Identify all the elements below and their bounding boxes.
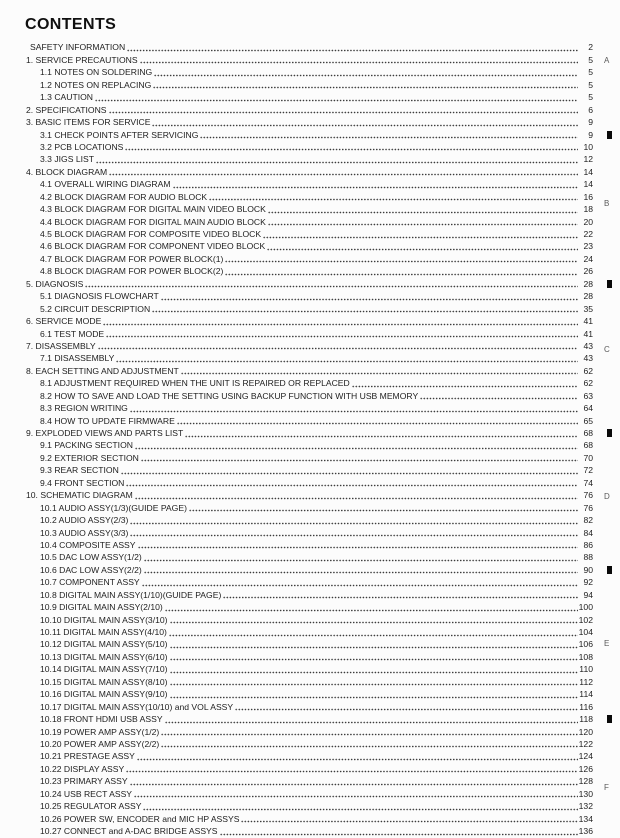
dotted-leader bbox=[170, 671, 578, 674]
toc-entry-label: 3.3 JIGS LIST bbox=[40, 154, 94, 165]
toc-entry bbox=[26, 514, 593, 526]
toc-entry-page: 94 bbox=[583, 589, 593, 600]
toc-entry bbox=[26, 825, 593, 837]
toc-entry-page: 23 bbox=[583, 241, 593, 252]
dotted-leader bbox=[130, 410, 578, 413]
toc-entry-page: 5 bbox=[588, 67, 593, 78]
toc-entry bbox=[26, 750, 593, 762]
toc-entry-page: 118 bbox=[579, 714, 593, 725]
toc-entry-label: 10.9 DIGITAL MAIN ASSY(2/10) bbox=[40, 602, 163, 613]
dotted-leader bbox=[103, 323, 578, 326]
toc-entry bbox=[26, 190, 593, 202]
toc-entry bbox=[26, 364, 593, 376]
toc-entry-page: 5 bbox=[588, 54, 593, 65]
toc-entry-page: 22 bbox=[583, 229, 593, 239]
toc-entry-label: 8.3 REGION WRITING bbox=[40, 403, 128, 414]
dotted-leader bbox=[134, 795, 578, 798]
toc-entry-label: 10.17 DIGITAL MAIN ASSY(10/10) and VOL ASSY bbox=[40, 701, 234, 712]
toc-entry-label: 10.20 POWER AMP ASSY(2/2) bbox=[40, 738, 160, 749]
revision-mark-icon bbox=[607, 566, 612, 574]
toc-entry-label: 10.4 COMPOSITE ASSY bbox=[40, 539, 136, 550]
dotted-leader bbox=[268, 223, 578, 226]
toc-entry bbox=[26, 53, 593, 65]
dotted-leader bbox=[420, 397, 578, 400]
dotted-leader bbox=[161, 733, 577, 736]
dotted-leader bbox=[109, 111, 578, 114]
dotted-leader bbox=[220, 833, 578, 836]
dotted-leader bbox=[235, 708, 578, 711]
toc-entry bbox=[26, 576, 593, 588]
toc-entry bbox=[26, 252, 593, 264]
toc-entry-label: 8. EACH SETTING AND ADJUSTMENT bbox=[26, 365, 179, 376]
zone-marker-c: C bbox=[604, 345, 610, 354]
dotted-leader bbox=[130, 783, 578, 786]
toc-entry bbox=[26, 725, 593, 737]
toc-entry-page: 43 bbox=[583, 340, 593, 351]
toc-entry-label: 4.3 BLOCK DIAGRAM FOR DIGITAL MAIN VIDEO BLOCK bbox=[40, 204, 266, 215]
toc-entry-page: 70 bbox=[583, 452, 593, 463]
dotted-leader bbox=[352, 385, 578, 388]
toc-entry-label: 4.6 BLOCK DIAGRAM FOR COMPONENT VIDEO BLOCK bbox=[40, 241, 266, 252]
toc-entry-label: 5. DIAGNOSIS bbox=[26, 278, 84, 289]
toc-entry-page: 63 bbox=[583, 390, 593, 401]
toc-entry-page: 20 bbox=[583, 216, 593, 227]
toc-entry bbox=[26, 128, 593, 140]
toc-entry-page: 130 bbox=[578, 788, 593, 799]
toc-entry-label: 10.23 PRIMARY ASSY bbox=[40, 776, 128, 787]
toc-entry-page: 110 bbox=[579, 664, 593, 675]
toc-entry-page: 2 bbox=[588, 42, 593, 53]
toc-entry-label: 10. SCHEMATIC DIAGRAM bbox=[26, 490, 133, 501]
toc-entry-page: 24 bbox=[583, 253, 593, 264]
dotted-leader bbox=[173, 186, 578, 189]
toc-entry-label: 5.1 DIAGNOSIS FLOWCHART bbox=[40, 291, 159, 302]
dotted-leader bbox=[95, 99, 578, 102]
toc-entry bbox=[26, 601, 593, 613]
dotted-leader bbox=[165, 609, 578, 612]
toc-entry-label: 10.14 DIGITAL MAIN ASSY(7/10) bbox=[40, 664, 168, 675]
dotted-leader bbox=[138, 546, 578, 549]
toc-entry bbox=[26, 215, 593, 227]
toc-entry-label: 4.5 BLOCK DIAGRAM FOR COMPOSITE VIDEO BLOCK bbox=[40, 229, 262, 239]
toc-entry-label: 7. DISASSEMBLY bbox=[26, 340, 96, 351]
toc-entry-page: 43 bbox=[583, 353, 593, 364]
toc-entry bbox=[26, 451, 593, 463]
toc-entry-page: 65 bbox=[583, 415, 593, 426]
dotted-leader bbox=[241, 820, 577, 823]
toc-entry-label: 1. SERVICE PRECAUTIONS bbox=[26, 54, 138, 65]
toc-entry bbox=[26, 414, 593, 426]
toc-entry-page: 126 bbox=[578, 763, 593, 774]
toc-entry bbox=[26, 265, 593, 277]
toc-entry-page: 92 bbox=[583, 577, 593, 588]
dotted-leader bbox=[189, 509, 578, 512]
toc-entry bbox=[26, 402, 593, 414]
toc-entry-page: 9 bbox=[588, 129, 593, 140]
toc-entry bbox=[26, 141, 593, 153]
dotted-leader bbox=[177, 422, 578, 425]
toc-entry bbox=[26, 650, 593, 662]
dotted-leader bbox=[127, 49, 578, 52]
toc-entry bbox=[26, 613, 593, 625]
dotted-leader bbox=[161, 745, 577, 748]
toc-entry bbox=[26, 762, 593, 774]
dotted-leader bbox=[135, 447, 578, 450]
dotted-leader bbox=[125, 148, 578, 151]
toc-entry-page: 28 bbox=[583, 278, 593, 289]
toc-entry bbox=[26, 178, 593, 190]
toc-entry-page: 100 bbox=[578, 602, 593, 613]
toc-entry bbox=[26, 626, 593, 638]
toc-entry-page: 124 bbox=[578, 751, 593, 762]
dotted-leader bbox=[141, 459, 578, 462]
toc-entry bbox=[26, 377, 593, 389]
dotted-leader bbox=[152, 124, 578, 127]
toc-entry-label: 8.4 HOW TO UPDATE FIRMWARE bbox=[40, 415, 175, 426]
toc-entry-page: 62 bbox=[583, 365, 593, 376]
toc-entry-page: 35 bbox=[583, 303, 593, 314]
toc-entry bbox=[26, 638, 593, 650]
toc-entry-page: 86 bbox=[583, 539, 593, 550]
toc-entry-page: 14 bbox=[583, 166, 593, 177]
toc-entry-page: 106 bbox=[578, 639, 593, 650]
toc-entry-label: 9.2 EXTERIOR SECTION bbox=[40, 452, 139, 463]
toc-entry-page: 5 bbox=[588, 92, 593, 103]
dotted-leader bbox=[143, 808, 577, 811]
toc-entry bbox=[26, 713, 593, 725]
toc-entry-page: 128 bbox=[578, 776, 593, 787]
toc-entry-label: 3.2 PCB LOCATIONS bbox=[40, 141, 124, 152]
toc-entry-label: 8.1 ADJUSTMENT REQUIRED WHEN THE UNIT IS REPAIRED OR REPLACED bbox=[40, 378, 350, 389]
toc-entry bbox=[26, 539, 593, 551]
dotted-leader bbox=[263, 236, 578, 239]
toc-entry-page: 76 bbox=[583, 502, 593, 513]
toc-entry bbox=[26, 240, 593, 252]
toc-entry bbox=[26, 526, 593, 538]
dotted-leader bbox=[225, 260, 578, 263]
toc-entry bbox=[26, 501, 593, 513]
toc-entry-page: 120 bbox=[578, 726, 593, 737]
toc-entry-label: 9. EXPLODED VIEWS AND PARTS LIST bbox=[26, 428, 184, 438]
zone-marker-a: A bbox=[604, 56, 610, 65]
toc-entry bbox=[26, 688, 593, 700]
toc-entry bbox=[26, 476, 593, 488]
toc-entry-label: 4.8 BLOCK DIAGRAM FOR POWER BLOCK(2) bbox=[40, 266, 224, 277]
toc-entry-page: 68 bbox=[583, 428, 593, 438]
toc-entry bbox=[26, 315, 593, 327]
toc-entry bbox=[26, 277, 593, 289]
toc-entry-page: 28 bbox=[583, 291, 593, 302]
dotted-leader bbox=[267, 248, 578, 251]
toc-entry bbox=[26, 787, 593, 799]
toc-entry-label: 10.3 AUDIO ASSY(3/3) bbox=[40, 527, 129, 538]
toc-entry-label: 9.1 PACKING SECTION bbox=[40, 440, 133, 451]
dotted-leader bbox=[126, 484, 578, 487]
toc-entry-label: 3. BASIC ITEMS FOR SERVICE bbox=[26, 117, 151, 128]
toc-entry bbox=[26, 800, 593, 812]
toc-entry-label: 4.1 OVERALL WIRING DIAGRAM bbox=[40, 179, 171, 190]
dotted-leader bbox=[152, 310, 578, 313]
toc-entry-label: 10.27 CONNECT and A-DAC BRIDGE ASSYS bbox=[40, 826, 218, 836]
toc-entry bbox=[26, 675, 593, 687]
toc-entry bbox=[26, 775, 593, 787]
toc-entry bbox=[26, 427, 593, 439]
zone-marker-e: E bbox=[604, 639, 610, 648]
toc-entry bbox=[26, 78, 593, 90]
revision-mark-icon bbox=[607, 429, 612, 437]
toc-entry-page: 26 bbox=[583, 266, 593, 277]
toc-entry bbox=[26, 302, 593, 314]
dotted-leader bbox=[200, 136, 578, 139]
toc-entry-label: 4. BLOCK DIAGRAM bbox=[26, 166, 108, 177]
zone-marker-f: F bbox=[604, 783, 609, 792]
toc-entry-page: 132 bbox=[578, 801, 593, 812]
toc-entry-label: 10.13 DIGITAL MAIN ASSY(6/10) bbox=[40, 651, 168, 662]
toc-entry-page: 114 bbox=[579, 689, 593, 700]
dotted-leader bbox=[153, 86, 578, 89]
toc-entry bbox=[26, 66, 593, 78]
toc-entry bbox=[26, 464, 593, 476]
toc-entry-label: 10.24 USB RECT ASSY bbox=[40, 788, 133, 799]
toc-entry-page: 76 bbox=[583, 490, 593, 501]
toc-entry-page: 88 bbox=[583, 552, 593, 563]
toc-entry-page: 9 bbox=[588, 117, 593, 128]
dotted-leader bbox=[268, 211, 578, 214]
toc-entry-label: 10.25 REGULATOR ASSY bbox=[40, 801, 142, 812]
toc-entry bbox=[26, 663, 593, 675]
dotted-leader bbox=[126, 770, 577, 773]
toc-entry-page: 41 bbox=[583, 328, 593, 339]
zone-marker-d: D bbox=[604, 492, 610, 501]
toc-entry-label: 2. SPECIFICATIONS bbox=[26, 104, 107, 115]
toc-entry bbox=[26, 327, 593, 339]
toc-entry-page: 6 bbox=[588, 104, 593, 115]
dotted-leader bbox=[161, 298, 578, 301]
dotted-leader bbox=[170, 696, 578, 699]
toc-entry-label: 10.1 AUDIO ASSY(1/3)(GUIDE PAGE) bbox=[40, 502, 187, 513]
toc-entry-label: 9.4 FRONT SECTION bbox=[40, 477, 125, 488]
toc-entry-label: 10.21 PRESTAGE ASSY bbox=[40, 751, 135, 762]
toc-entry-label: 5.2 CIRCUIT DESCRIPTION bbox=[40, 303, 151, 314]
toc-entry bbox=[26, 812, 593, 824]
toc-entry-page: 12 bbox=[583, 154, 593, 165]
toc-entry bbox=[26, 588, 593, 600]
toc-entry bbox=[26, 91, 593, 103]
dotted-leader bbox=[170, 658, 578, 661]
toc-entry bbox=[26, 340, 593, 352]
toc-entry-label: 10.26 POWER SW, ENCODER and MIC HP ASSYS bbox=[40, 813, 240, 824]
toc-entry bbox=[26, 103, 593, 115]
toc-entry bbox=[26, 352, 593, 364]
toc-entry-label: 1.1 NOTES ON SOLDERING bbox=[40, 67, 153, 78]
toc-entry-page: 18 bbox=[583, 204, 593, 215]
toc-entry-page: 102 bbox=[578, 614, 593, 625]
toc-entry-label: 4.2 BLOCK DIAGRAM FOR AUDIO BLOCK bbox=[40, 191, 208, 202]
dotted-leader bbox=[130, 522, 578, 525]
dotted-leader bbox=[144, 571, 578, 574]
toc-entry-label: 4.7 BLOCK DIAGRAM FOR POWER BLOCK(1) bbox=[40, 253, 224, 264]
toc-entry bbox=[26, 551, 593, 563]
toc-entry-label: 10.18 FRONT HDMI USB ASSY bbox=[40, 714, 163, 725]
dotted-leader bbox=[170, 683, 578, 686]
toc-entry bbox=[26, 489, 593, 501]
dotted-leader bbox=[144, 559, 578, 562]
toc-entry-label: 6. SERVICE MODE bbox=[26, 316, 102, 327]
toc-entry-page: 41 bbox=[583, 316, 593, 327]
dotted-leader bbox=[181, 372, 578, 375]
toc-entry-label: 10.5 DAC LOW ASSY(1/2) bbox=[40, 552, 142, 563]
dotted-leader bbox=[121, 472, 578, 475]
toc-entry bbox=[26, 563, 593, 575]
toc-entry-label: 10.7 COMPONENT ASSY bbox=[40, 577, 140, 588]
dotted-leader bbox=[140, 61, 578, 64]
zone-marker-b: B bbox=[604, 199, 610, 208]
dotted-leader bbox=[170, 621, 578, 624]
dotted-leader bbox=[135, 497, 578, 500]
toc-entry-page: 136 bbox=[578, 826, 593, 836]
dotted-leader bbox=[96, 161, 578, 164]
toc-entry-label: 6.1 TEST MODE bbox=[40, 328, 105, 339]
toc-entry-label: 10.11 DIGITAL MAIN ASSY(4/10) bbox=[40, 627, 167, 637]
dotted-leader bbox=[209, 198, 578, 201]
dotted-leader bbox=[154, 74, 578, 77]
toc-entry-page: 68 bbox=[583, 440, 593, 451]
toc-entry-page: 90 bbox=[583, 564, 593, 575]
dotted-leader bbox=[142, 584, 578, 587]
toc-entry-page: 64 bbox=[583, 403, 593, 414]
toc-entry-label: 1.3 CAUTION bbox=[40, 92, 94, 103]
revision-mark-icon bbox=[607, 715, 612, 723]
revision-mark-icon bbox=[607, 131, 612, 139]
toc-entry-label: 10.10 DIGITAL MAIN ASSY(3/10) bbox=[40, 614, 168, 625]
toc-entry-label: 10.6 DAC LOW ASSY(2/2) bbox=[40, 564, 142, 575]
toc-entry-page: 5 bbox=[588, 79, 593, 90]
toc-entry-label: 3.1 CHECK POINTS AFTER SERVICING bbox=[40, 129, 199, 140]
toc-entry-page: 16 bbox=[583, 191, 593, 202]
revision-mark-icon bbox=[607, 280, 612, 288]
dotted-leader bbox=[170, 646, 578, 649]
dotted-leader bbox=[223, 596, 578, 599]
toc-entry-label: 10.15 DIGITAL MAIN ASSY(8/10) bbox=[40, 676, 168, 687]
toc-entry-label: SAFETY INFORMATION bbox=[30, 42, 126, 53]
toc-entry-label: 10.16 DIGITAL MAIN ASSY(9/10) bbox=[40, 689, 168, 700]
toc-entry bbox=[26, 738, 593, 750]
toc-entry-label: 8.2 HOW TO SAVE AND LOAD THE SETTING USING BACKUP FUNCTION WITH USB MEMORY bbox=[40, 390, 419, 401]
toc-entry bbox=[26, 153, 593, 165]
toc-entry-label: 1.2 NOTES ON REPLACING bbox=[40, 79, 152, 90]
dotted-leader bbox=[225, 273, 578, 276]
dotted-leader bbox=[137, 758, 578, 761]
toc-entry-label: 10.22 DISPLAY ASSY bbox=[40, 763, 125, 774]
toc-entry-page: 10 bbox=[583, 141, 593, 152]
toc-entry bbox=[26, 439, 593, 451]
dotted-leader bbox=[185, 435, 578, 438]
toc-entry-page: 82 bbox=[583, 515, 593, 526]
toc-entry-page: 122 bbox=[578, 738, 593, 749]
dotted-leader bbox=[106, 335, 578, 338]
toc-entry-label: 9.3 REAR SECTION bbox=[40, 465, 119, 476]
dotted-leader bbox=[116, 360, 578, 363]
toc-entry-label: 10.2 AUDIO ASSY(2/3) bbox=[40, 515, 129, 526]
dotted-leader bbox=[169, 634, 578, 637]
toc-entry bbox=[26, 165, 593, 177]
toc-entry-page: 72 bbox=[583, 465, 593, 476]
dotted-leader bbox=[98, 347, 578, 350]
toc-entry bbox=[26, 290, 593, 302]
toc-entry bbox=[26, 389, 593, 401]
toc-list bbox=[26, 41, 593, 837]
toc-entry-label: 10.19 POWER AMP ASSY(1/2) bbox=[40, 726, 160, 737]
dotted-leader bbox=[165, 721, 578, 724]
toc-entry bbox=[26, 203, 593, 215]
toc-entry-label: 7.1 DISASSEMBLY bbox=[40, 353, 115, 364]
toc-entry-page: 116 bbox=[579, 701, 593, 712]
toc-entry-label: 10.12 DIGITAL MAIN ASSY(5/10) bbox=[40, 639, 168, 650]
dotted-leader bbox=[109, 173, 578, 176]
toc-entry-page: 14 bbox=[583, 179, 593, 190]
toc-entry-label: 4.4 BLOCK DIAGRAM FOR DIGITAL MAIN AUDIO BLOCK bbox=[40, 216, 266, 227]
dotted-leader bbox=[130, 534, 578, 537]
toc-entry-page: 112 bbox=[579, 676, 593, 687]
toc-entry-page: 84 bbox=[583, 527, 593, 538]
toc-entry-page: 104 bbox=[578, 627, 593, 637]
toc-entry bbox=[26, 700, 593, 712]
toc-entry-page: 62 bbox=[583, 378, 593, 389]
toc-entry-page: 108 bbox=[578, 651, 593, 662]
toc-entry bbox=[26, 41, 593, 53]
page-title: CONTENTS bbox=[25, 15, 117, 33]
toc-entry bbox=[26, 228, 593, 240]
toc-entry-label: 10.8 DIGITAL MAIN ASSY(1/10)(GUIDE PAGE) bbox=[40, 589, 222, 600]
toc-entry-page: 134 bbox=[578, 813, 593, 824]
toc-entry-page: 74 bbox=[583, 477, 593, 488]
toc-entry bbox=[26, 116, 593, 128]
dotted-leader bbox=[85, 285, 578, 288]
